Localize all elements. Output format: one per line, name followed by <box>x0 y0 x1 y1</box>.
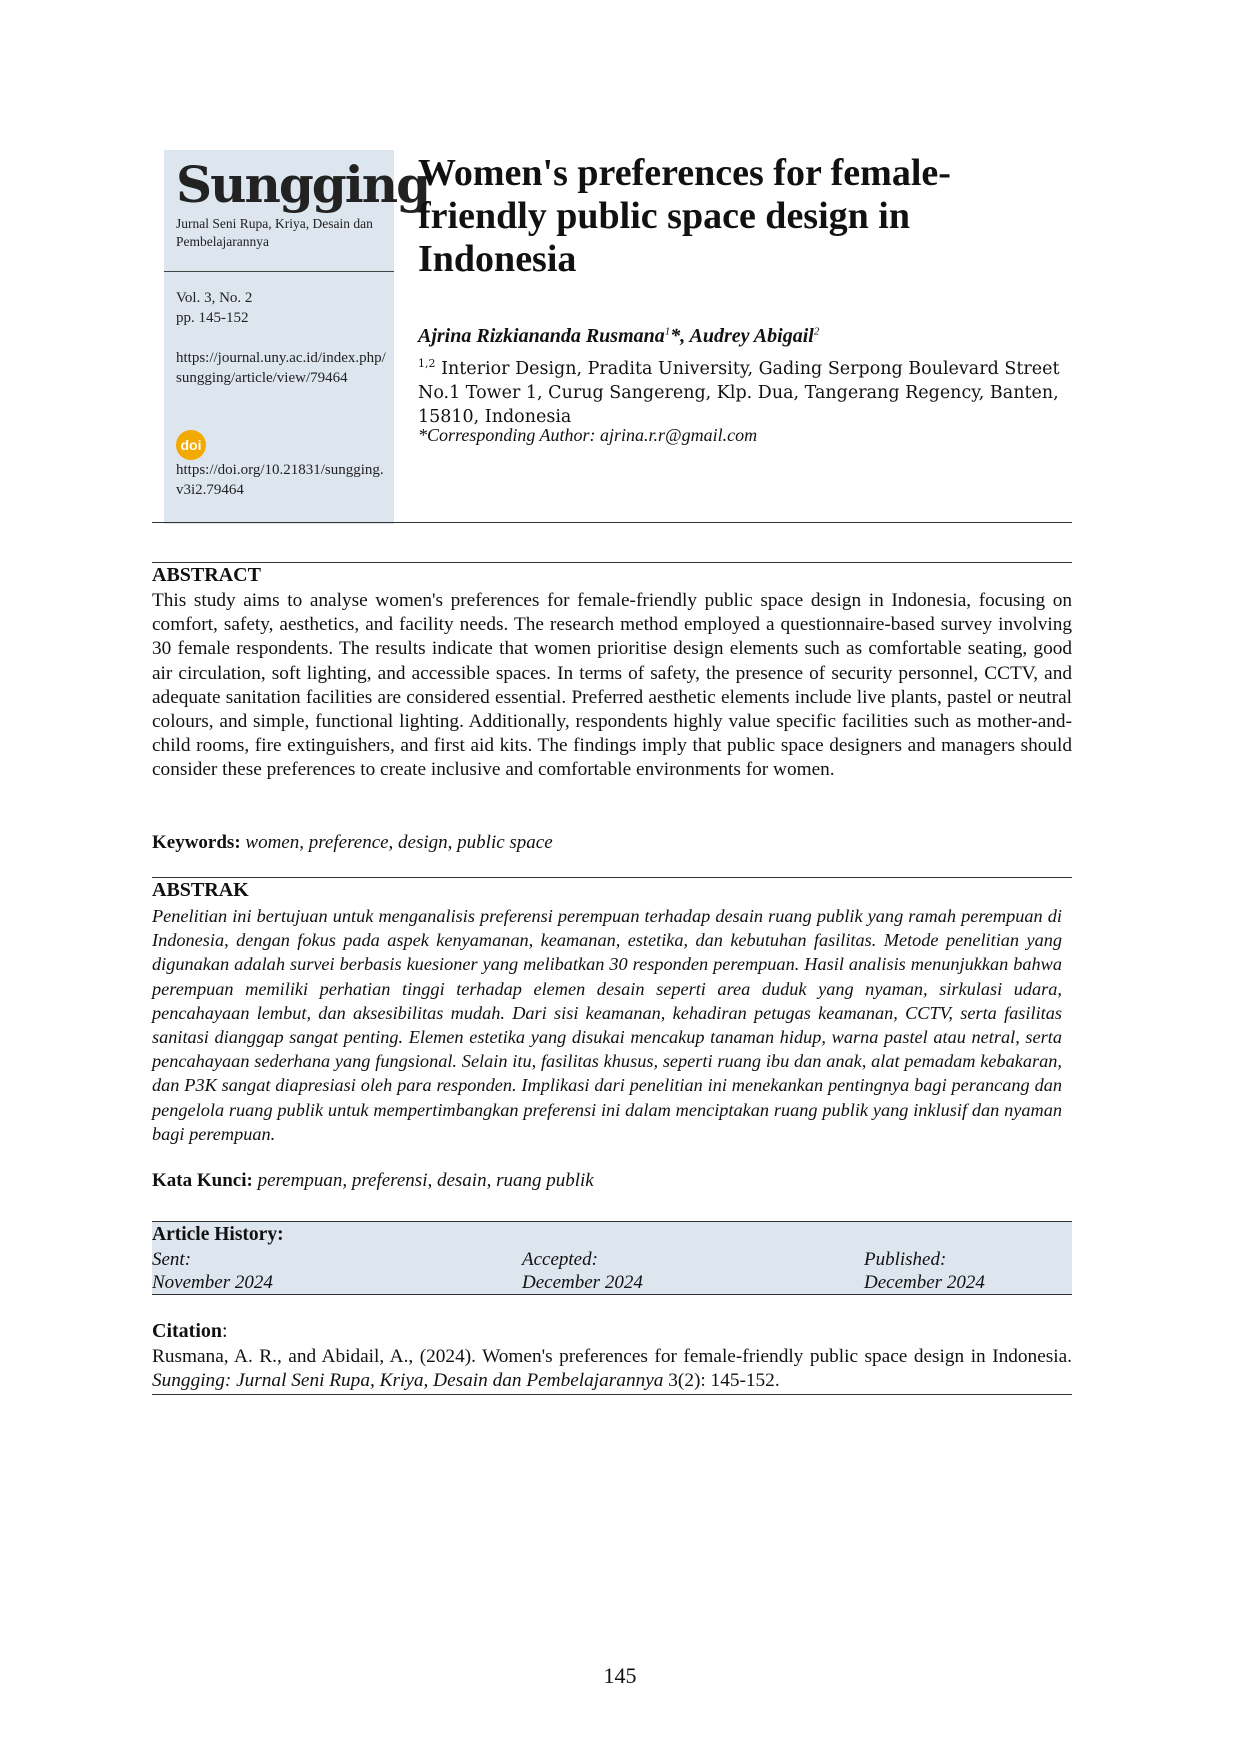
history-published <box>864 1248 985 1294</box>
citation-colon: : <box>222 1320 228 1342</box>
corresponding-author: *Corresponding Author: ajrina.r.r@gmail.com <box>418 425 758 445</box>
journal-name: Jurnal Seni Rupa, Kriya, Desain dan Pembelajarannya <box>176 216 373 249</box>
keywords-line <box>152 832 553 854</box>
affiliation <box>418 352 1068 429</box>
abstrak-body: Penelitian ini bertujuan untuk menganalisis preferensi perempuan terhadap desain ruang publik yang ramah perempuan di Indonesia, dengan fokus pada aspek kenyamanan, keamanan, estetika, dan kebutuhan fasilitas. Metode penelitian yang digunakan adalah survei berbasis kuesioner yang melibatkan 30 responden perempuan. Hasil analisis menunjukkan bahwa perempuan memiliki perhatian tinggi terhadap elemen desain seperti area duduk yang nyaman, sirkulasi udara, pencahayaan lembut, dan aksesibilitas mudah. Dari sisi keamanan, kehadiran petugas keamanan, CCTV, serta fasilitas sanitasi dianggap sangat penting. Elemen estetika yang disukai mencakup tanaman hidup, warna pastel atau netral, serta pencahayaan sederhana yang fungsional. Selain itu, fasilitas khusus, seperti ruang ibu dan anak, alat pemadam kebakaran, dan P3K sangat diapresiasi oleh para responden. Implikasi dari penelitian ini menekankan pentingnya bagi perancang dan pengelola ruang publik untuk mempertimbangkan preferensi ini dalam menciptakan ruang publik yang inklusif dan nyaman bagi perempuan. <box>152 906 1062 1144</box>
accepted-date: December 2024 <box>522 1272 643 1293</box>
abstrak-heading: ABSTRAK <box>152 879 249 901</box>
page-number: 145 <box>603 1663 637 1688</box>
abstrak-divider <box>152 877 1072 878</box>
volume-info: Vol. 3, No. 2 <box>176 290 253 306</box>
accepted-label: Accepted: <box>522 1249 598 1270</box>
published-date: December 2024 <box>864 1272 985 1293</box>
keywords-list: women, preference, design, public space <box>245 832 553 853</box>
affiliation-marker: 1,2 <box>418 357 436 370</box>
abstract-body: This study aims to analyse women's preferences for female-friendly public space design in Indonesia, focusing on comfort, safety, aesthetics, and facility needs. The research method employed a questionnaire-based survey involving 30 female respondents. The results indicate that women prioritise design elements such as comfortable seating, good air circulation, soft lighting, and accessible spaces. In terms of safety, the presence of security personnel, CCTV, and adequate sanitation facilities are considered essential. Preferred aesthetic elements include live plants, pastel or neutral colours, and simple, functional lighting. Additionally, respondents highly value specific facilities such as mother-and-child rooms, fire extinguishers, and first aid kits. The findings imply that public space designers and managers should consider these preferences to create inclusive and comfortable environments for women. <box>152 590 1072 781</box>
citation-text <box>152 1345 1072 1393</box>
page-range: pp. 145-152 <box>176 310 249 326</box>
sidebar-divider <box>164 271 394 272</box>
author-affil-marker: 1 <box>664 325 671 338</box>
published-label: Published: <box>864 1249 947 1270</box>
kata-kunci-line <box>152 1170 594 1192</box>
kata-kunci-list: perempuan, preferensi, desain, ruang publik <box>257 1170 594 1191</box>
header-divider <box>152 522 1072 523</box>
keywords-label: Keywords: <box>152 832 241 853</box>
author-name: Audrey Abigail <box>689 325 814 347</box>
sent-date: November 2024 <box>152 1272 273 1293</box>
sent-label: Sent: <box>152 1249 192 1270</box>
abstract-divider <box>152 562 1072 563</box>
doi-icon: doi <box>176 430 206 460</box>
journal-logo: Sungging <box>176 155 430 214</box>
affiliation-text: Interior Design, Pradita University, Gading Serpong Boulevard Street No.1 Tower 1, Curug Sangereng, Klp. Dua, Tangerang Regency, Banten, 15810, Indonesia <box>418 358 1060 427</box>
article-history-heading: Article History: <box>152 1224 284 1245</box>
article-title: Women's preferences for female-friendly public space design in Indonesia <box>418 152 951 280</box>
author-name: Ajrina Rizkiananda Rusmana <box>418 325 665 347</box>
kata-kunci-label: Kata Kunci: <box>152 1170 253 1191</box>
article-history-box <box>152 1221 1072 1295</box>
abstract-heading: ABSTRACT <box>152 564 261 586</box>
author-affil-marker: 2 <box>813 325 820 338</box>
history-accepted <box>522 1248 643 1294</box>
citation-main: Rusmana, A. R., and Abidail, A., (2024). Women's preferences for female-friendly public space design in Indonesia. <box>152 1346 1072 1367</box>
citation-tail: 3(2): 145-152. <box>663 1370 780 1391</box>
article-url-link[interactable]: https://journal.uny.ac.id/index.php/sungging/article/view/79464 <box>176 350 386 386</box>
citation-divider <box>152 1394 1072 1395</box>
history-sent <box>152 1248 273 1294</box>
author-separator: *, <box>670 325 690 347</box>
author-line <box>418 325 819 348</box>
citation-journal: Sungging: Jurnal Seni Rupa, Kriya, Desain dan Pembelajarannya <box>152 1370 664 1391</box>
citation-heading-line <box>152 1320 228 1343</box>
citation-heading: Citation <box>152 1320 222 1342</box>
doi-link[interactable]: https://doi.org/10.21831/sungging.v3i2.79464 <box>176 462 384 498</box>
